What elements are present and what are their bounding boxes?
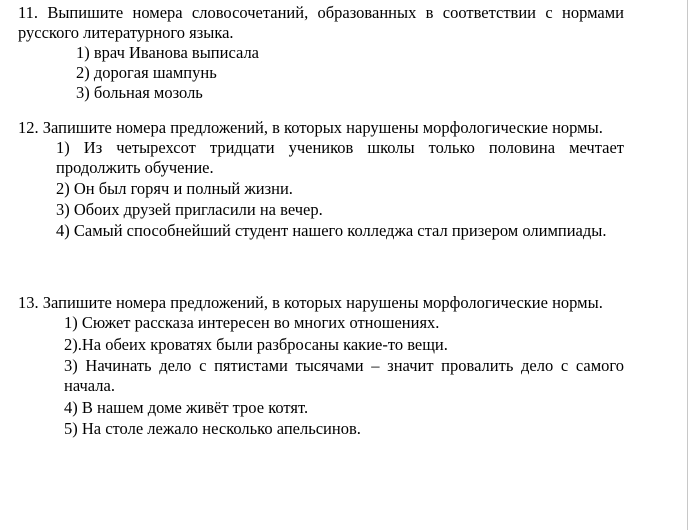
page-edge-line [687, 0, 688, 530]
question-13-option-4: 4) В нашем доме живёт трое котят. [64, 397, 309, 417]
question-12-option-3: 3) Обоих друзей пригласили на вечер. [56, 200, 323, 219]
question-12-option-2: 2) Он был горяч и полный жизни. [56, 179, 293, 198]
question-12-option-1: 1) Из четырехсот тридцати учеников школы только половина мечтает продолжить обучение. [56, 138, 624, 177]
question-13-option-1: 1) Сюжет рассказа интересен во многих отношениях. [64, 313, 440, 332]
question-11-option-3: 3) больная мозоль [76, 83, 203, 102]
question-12-options [18, 138, 624, 241]
question-13 [18, 293, 624, 441]
question-13-text: 13. Запишите номера предложений, в которых нарушены морфологические нормы. [18, 293, 603, 312]
question-13-options [18, 313, 624, 439]
question-11 [18, 3, 624, 103]
question-13-option-5: 5) На столе лежало несколько апельсинов. [64, 419, 361, 438]
question-11-option-1: 1) врач Иванова выписала [76, 43, 259, 62]
question-11-option-2: 2) дорогая шампунь [76, 63, 217, 82]
question-11-options [18, 43, 624, 103]
question-13-option-3: 3) Начинать дело с пятистами тысячами – значит провалить дело с самого начала. [64, 356, 624, 395]
question-12-text: 12. Запишите номера предложений, в которых нарушены морфологические нормы. [18, 118, 603, 137]
question-13-option-2: 2).На обеих кроватях были разбросаны какие-то вещи. [64, 334, 448, 354]
question-12-option-4: 4) Самый способнейший студент нашего колледжа стал призером олимпиады. [56, 221, 607, 240]
question-12 [18, 118, 624, 242]
question-11-text: 11. Выпишите номера словосочетаний, образованных в соответствии с нормами русского литературного языка. [18, 3, 624, 42]
